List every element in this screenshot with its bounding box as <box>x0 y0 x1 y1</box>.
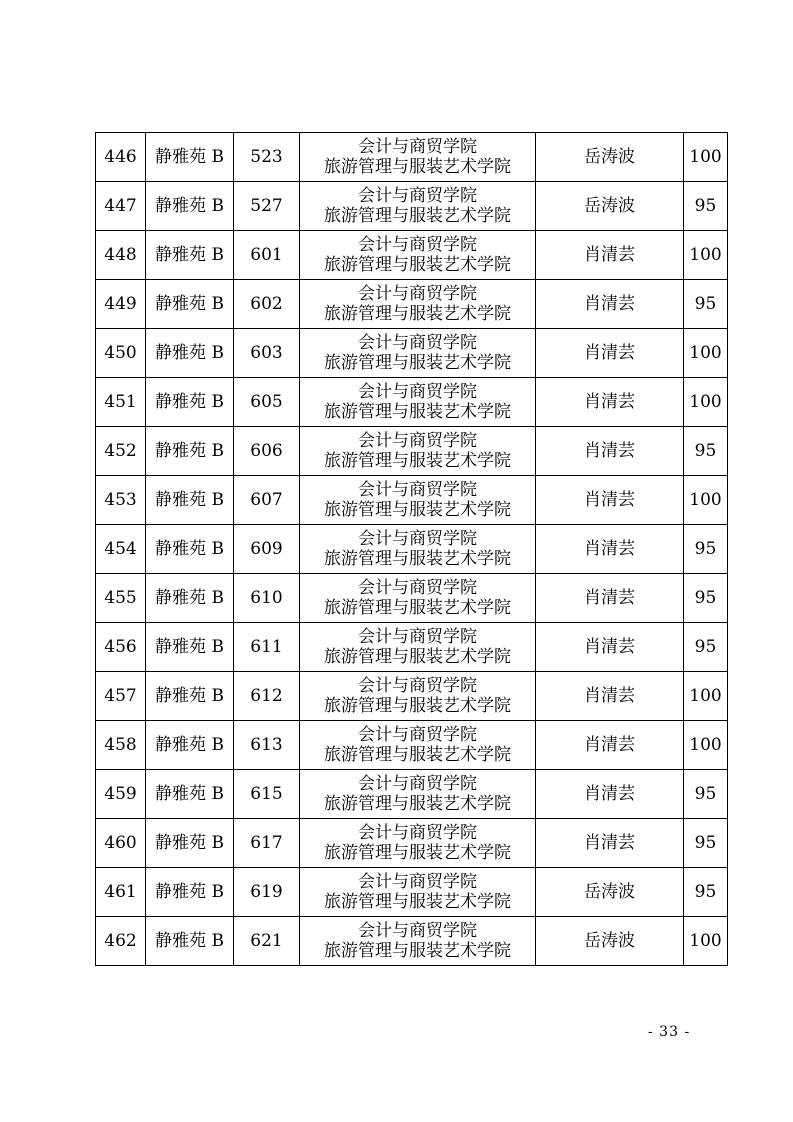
college-line-2: 旅游管理与服装艺术学院 <box>324 500 511 520</box>
row-number-cell: 460 <box>96 819 146 868</box>
college-line-1: 会计与商贸学院 <box>358 921 477 941</box>
college-cell <box>300 868 536 917</box>
college-cell <box>300 476 536 525</box>
room-number-cell: 609 <box>234 525 300 574</box>
building-cell: 静雅苑 B <box>146 231 234 280</box>
college-line-1: 会计与商贸学院 <box>358 676 477 696</box>
building-cell: 静雅苑 B <box>146 917 234 966</box>
college-cell <box>300 231 536 280</box>
college-line-1: 会计与商贸学院 <box>358 578 477 598</box>
room-number-cell: 619 <box>234 868 300 917</box>
manager-cell: 肖清芸 <box>536 672 684 721</box>
building-cell: 静雅苑 B <box>146 721 234 770</box>
room-number-cell: 621 <box>234 917 300 966</box>
room-number-cell: 613 <box>234 721 300 770</box>
building-cell: 静雅苑 B <box>146 623 234 672</box>
score-cell: 95 <box>684 280 728 329</box>
college-line-2: 旅游管理与服装艺术学院 <box>324 255 511 275</box>
college-line-1: 会计与商贸学院 <box>358 627 477 647</box>
table-row <box>96 329 728 378</box>
college-cell <box>300 280 536 329</box>
college-line-2: 旅游管理与服装艺术学院 <box>324 892 511 912</box>
table-row <box>96 819 728 868</box>
college-line-2: 旅游管理与服装艺术学院 <box>324 451 511 471</box>
dormitory-score-table <box>95 132 728 966</box>
building-cell: 静雅苑 B <box>146 378 234 427</box>
row-number-cell: 446 <box>96 133 146 182</box>
manager-cell: 岳涛波 <box>536 868 684 917</box>
college-cell <box>300 427 536 476</box>
building-cell: 静雅苑 B <box>146 672 234 721</box>
college-line-1: 会计与商贸学院 <box>358 872 477 892</box>
college-line-2: 旅游管理与服装艺术学院 <box>324 206 511 226</box>
college-line-2: 旅游管理与服装艺术学院 <box>324 745 511 765</box>
room-number-cell: 527 <box>234 182 300 231</box>
building-cell: 静雅苑 B <box>146 525 234 574</box>
college-line-1: 会计与商贸学院 <box>358 529 477 549</box>
college-line-1: 会计与商贸学院 <box>358 431 477 451</box>
building-cell: 静雅苑 B <box>146 868 234 917</box>
score-cell: 95 <box>684 427 728 476</box>
building-cell: 静雅苑 B <box>146 133 234 182</box>
table-row <box>96 182 728 231</box>
college-line-2: 旅游管理与服装艺术学院 <box>324 549 511 569</box>
college-cell <box>300 917 536 966</box>
college-line-1: 会计与商贸学院 <box>358 333 477 353</box>
manager-cell: 肖清芸 <box>536 231 684 280</box>
building-cell: 静雅苑 B <box>146 329 234 378</box>
college-line-2: 旅游管理与服装艺术学院 <box>324 157 511 177</box>
score-cell: 100 <box>684 476 728 525</box>
college-line-2: 旅游管理与服装艺术学院 <box>324 941 511 961</box>
college-line-1: 会计与商贸学院 <box>358 480 477 500</box>
building-cell: 静雅苑 B <box>146 280 234 329</box>
college-line-1: 会计与商贸学院 <box>358 186 477 206</box>
building-cell: 静雅苑 B <box>146 427 234 476</box>
college-line-2: 旅游管理与服装艺术学院 <box>324 353 511 373</box>
table-row <box>96 476 728 525</box>
row-number-cell: 452 <box>96 427 146 476</box>
score-cell: 95 <box>684 574 728 623</box>
score-cell: 95 <box>684 868 728 917</box>
row-number-cell: 462 <box>96 917 146 966</box>
manager-cell: 岳涛波 <box>536 182 684 231</box>
manager-cell: 肖清芸 <box>536 770 684 819</box>
score-cell: 95 <box>684 623 728 672</box>
room-number-cell: 605 <box>234 378 300 427</box>
college-line-2: 旅游管理与服装艺术学院 <box>324 696 511 716</box>
manager-cell: 肖清芸 <box>536 476 684 525</box>
row-number-cell: 448 <box>96 231 146 280</box>
room-number-cell: 610 <box>234 574 300 623</box>
college-cell <box>300 819 536 868</box>
manager-cell: 肖清芸 <box>536 329 684 378</box>
row-number-cell: 459 <box>96 770 146 819</box>
college-line-1: 会计与商贸学院 <box>358 823 477 843</box>
score-cell: 100 <box>684 133 728 182</box>
college-cell <box>300 623 536 672</box>
building-cell: 静雅苑 B <box>146 476 234 525</box>
college-cell <box>300 378 536 427</box>
college-line-2: 旅游管理与服装艺术学院 <box>324 402 511 422</box>
college-line-2: 旅游管理与服装艺术学院 <box>324 598 511 618</box>
college-line-2: 旅游管理与服装艺术学院 <box>324 647 511 667</box>
score-cell: 95 <box>684 770 728 819</box>
manager-cell: 肖清芸 <box>536 819 684 868</box>
row-number-cell: 453 <box>96 476 146 525</box>
manager-cell: 肖清芸 <box>536 427 684 476</box>
score-cell: 100 <box>684 231 728 280</box>
score-cell: 100 <box>684 672 728 721</box>
score-cell: 95 <box>684 819 728 868</box>
room-number-cell: 523 <box>234 133 300 182</box>
score-cell: 100 <box>684 917 728 966</box>
room-number-cell: 612 <box>234 672 300 721</box>
college-cell <box>300 133 536 182</box>
row-number-cell: 450 <box>96 329 146 378</box>
table-row <box>96 917 728 966</box>
college-line-2: 旅游管理与服装艺术学院 <box>324 794 511 814</box>
manager-cell: 肖清芸 <box>536 721 684 770</box>
row-number-cell: 451 <box>96 378 146 427</box>
table-row <box>96 868 728 917</box>
table-row <box>96 231 728 280</box>
row-number-cell: 454 <box>96 525 146 574</box>
table-row <box>96 427 728 476</box>
row-number-cell: 461 <box>96 868 146 917</box>
room-number-cell: 607 <box>234 476 300 525</box>
page-number: - 33 - <box>648 1024 691 1040</box>
table-row <box>96 672 728 721</box>
table-row <box>96 525 728 574</box>
college-cell <box>300 770 536 819</box>
room-number-cell: 615 <box>234 770 300 819</box>
manager-cell: 肖清芸 <box>536 574 684 623</box>
college-line-1: 会计与商贸学院 <box>358 137 477 157</box>
manager-cell: 肖清芸 <box>536 280 684 329</box>
table-row <box>96 133 728 182</box>
score-cell: 95 <box>684 525 728 574</box>
table-body <box>96 133 728 966</box>
college-line-1: 会计与商贸学院 <box>358 382 477 402</box>
room-number-cell: 603 <box>234 329 300 378</box>
manager-cell: 肖清芸 <box>536 525 684 574</box>
college-line-1: 会计与商贸学院 <box>358 235 477 255</box>
score-cell: 100 <box>684 378 728 427</box>
college-cell <box>300 574 536 623</box>
manager-cell: 岳涛波 <box>536 133 684 182</box>
building-cell: 静雅苑 B <box>146 770 234 819</box>
score-cell: 95 <box>684 182 728 231</box>
row-number-cell: 455 <box>96 574 146 623</box>
table-row <box>96 378 728 427</box>
room-number-cell: 617 <box>234 819 300 868</box>
college-cell <box>300 525 536 574</box>
building-cell: 静雅苑 B <box>146 182 234 231</box>
score-cell: 100 <box>684 721 728 770</box>
table-row <box>96 770 728 819</box>
manager-cell: 肖清芸 <box>536 623 684 672</box>
room-number-cell: 611 <box>234 623 300 672</box>
building-cell: 静雅苑 B <box>146 819 234 868</box>
manager-cell: 岳涛波 <box>536 917 684 966</box>
table-row <box>96 574 728 623</box>
row-number-cell: 457 <box>96 672 146 721</box>
college-line-2: 旅游管理与服装艺术学院 <box>324 843 511 863</box>
college-cell <box>300 329 536 378</box>
college-cell <box>300 672 536 721</box>
manager-cell: 肖清芸 <box>536 378 684 427</box>
college-line-1: 会计与商贸学院 <box>358 774 477 794</box>
room-number-cell: 606 <box>234 427 300 476</box>
table-row <box>96 721 728 770</box>
row-number-cell: 458 <box>96 721 146 770</box>
table-row <box>96 623 728 672</box>
row-number-cell: 447 <box>96 182 146 231</box>
row-number-cell: 456 <box>96 623 146 672</box>
table-row <box>96 280 728 329</box>
row-number-cell: 449 <box>96 280 146 329</box>
building-cell: 静雅苑 B <box>146 574 234 623</box>
room-number-cell: 602 <box>234 280 300 329</box>
college-line-2: 旅游管理与服装艺术学院 <box>324 304 511 324</box>
college-cell <box>300 721 536 770</box>
college-line-1: 会计与商贸学院 <box>358 725 477 745</box>
college-line-1: 会计与商贸学院 <box>358 284 477 304</box>
college-cell <box>300 182 536 231</box>
room-number-cell: 601 <box>234 231 300 280</box>
score-cell: 100 <box>684 329 728 378</box>
